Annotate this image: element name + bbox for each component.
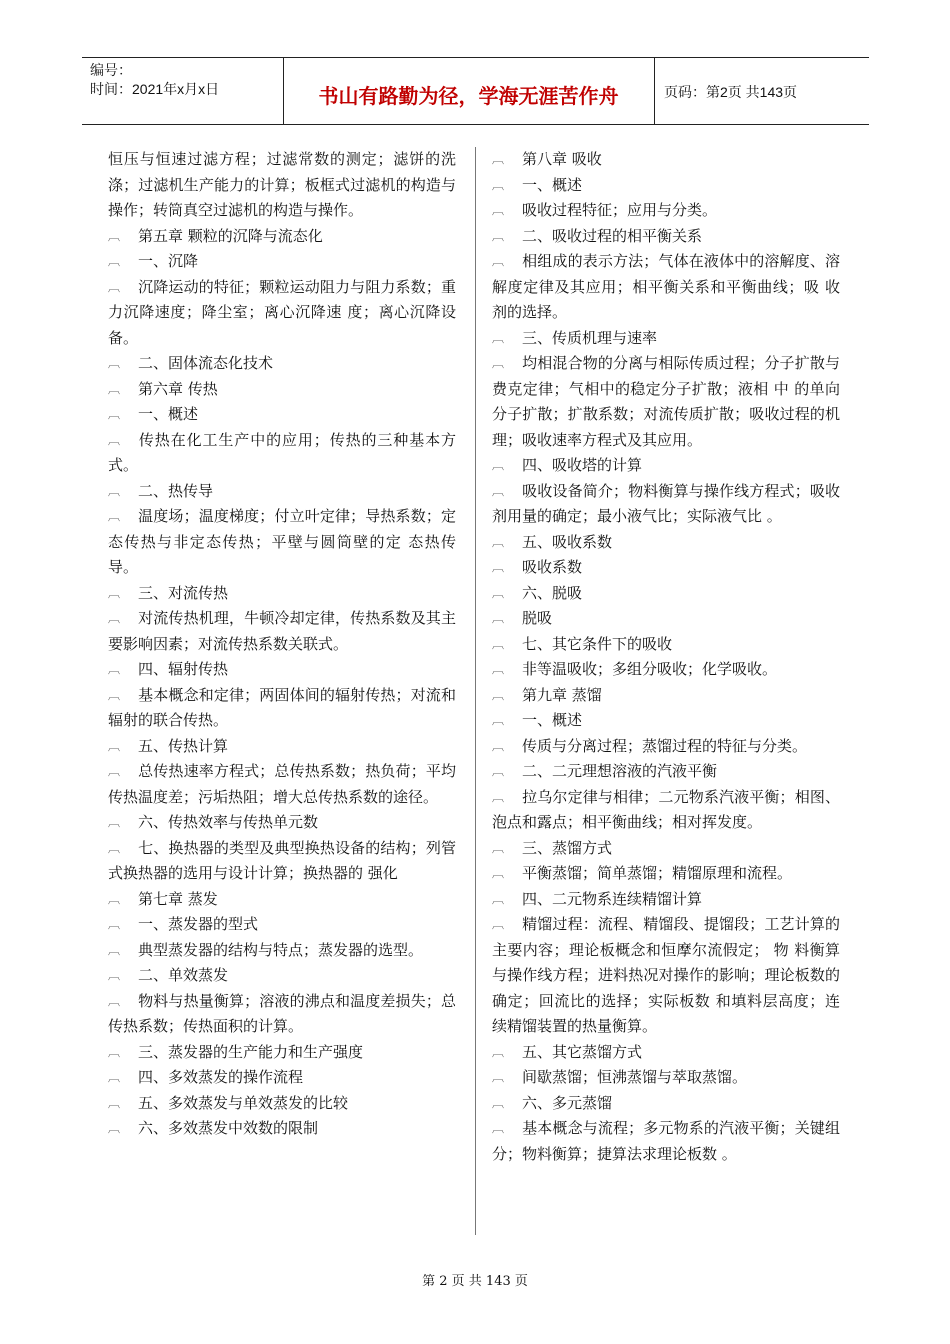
outline-entry-text: 吸收设备简介；物料衡算与操作线方程式；吸收剂用量的确定；最小液气比；实际液气比 。 (492, 481, 840, 525)
header-motto: 书山有路勤为径，学海无涯苦作舟 (318, 84, 619, 108)
outline-entry (492, 657, 840, 683)
outline-entry (492, 351, 840, 453)
outline-entry-text: 六、多元蒸馏 (522, 1093, 613, 1112)
outline-entry-text: 第六章 传热 (138, 379, 218, 398)
outline-entry (492, 147, 840, 173)
outline-entry (108, 1116, 456, 1142)
outline-entry (108, 249, 456, 275)
outline-entry (108, 275, 456, 352)
outline-entry-text: 一、沉降 (138, 252, 199, 270)
outline-entry-text: 六、多效蒸发中效数的限制 (138, 1119, 319, 1137)
list-marker-icon: ︹ (492, 177, 505, 192)
outline-entry-text: 间歇蒸馏；恒沸蒸馏与萃取蒸馏。 (522, 1068, 748, 1086)
outline-entry (108, 759, 456, 810)
outline-entry-text: 平衡蒸馏；简单蒸馏；精馏原理和流程。 (522, 864, 793, 882)
list-marker-icon: ︹ (108, 279, 121, 294)
list-marker-icon: ︹ (108, 815, 121, 829)
outline-entry (108, 1040, 456, 1066)
outline-entry-text: 精馏过程：流程、精馏段、提馏段；工艺计算的主要内容；理论板概念和恒摩尔流假定； 物 料衡算与操作线方程；进料热况对操作的影响；理论板数的确定；回流比的选择；实际板数 和填料层高度；连续精馏装置的热量衡算。 (492, 915, 840, 1035)
outline-entry (108, 963, 456, 989)
outline-entry (108, 1091, 456, 1117)
outline-entry (492, 759, 840, 785)
outline-entry (492, 249, 840, 326)
outline-entry-text: 吸收过程特征；应用与分类。 (522, 201, 718, 219)
list-marker-icon: ︹ (492, 1121, 505, 1135)
outline-entry-text: 三、蒸馏方式 (522, 838, 613, 857)
list-marker-icon: ︹ (492, 330, 505, 345)
outline-entry (492, 479, 840, 530)
list-marker-icon: ︹ (492, 228, 505, 243)
outline-entry-text: 温度场；温度梯度；付立叶定律；导热系数；定态传热与非定态传热；平壁与圆筒壁的定 态热传导。 (108, 507, 456, 576)
outline-entry-text: 五、传热计算 (138, 736, 229, 755)
outline-entry (492, 785, 840, 836)
outline-entry-text: 三、对流传热 (138, 583, 229, 602)
outline-entry (492, 606, 840, 632)
outline-entry (492, 1040, 840, 1066)
outline-entry (492, 224, 840, 250)
outline-entry-text: 六、脱吸 (522, 583, 583, 602)
list-marker-icon: ︹ (492, 458, 505, 472)
outline-entry (108, 810, 456, 836)
outline-entry (492, 1065, 840, 1091)
list-marker-icon: ︹ (492, 1070, 505, 1084)
document-code-label: 编号： (90, 62, 132, 78)
list-marker-icon: ︹ (108, 764, 121, 778)
outline-entry (108, 912, 456, 938)
list-marker-icon: ︹ (108, 509, 121, 523)
outline-entry (108, 479, 456, 505)
outline-entry-text: 沉降运动的特征；颗粒运动阻力与阻力系数；重力沉降速度；降尘室；离心沉降速 度；离心沉降设备。 (108, 277, 456, 347)
outline-entry (492, 861, 840, 887)
outline-entry-text: 七、其它条件下的吸收 (522, 634, 673, 653)
outline-entry (492, 173, 840, 199)
list-marker-icon: ︹ (492, 764, 505, 778)
outline-entry (492, 836, 840, 862)
outline-entry (492, 683, 840, 709)
outline-entry-text: 二、单效蒸发 (138, 966, 229, 984)
outline-entry-text: 相组成的表示方法；气体在液体中的溶解度、溶解度定律及其应用；相平衡关系和平衡曲线；吸 收剂的选择。 (492, 252, 840, 321)
outline-entry-text: 五、其它蒸馏方式 (522, 1042, 643, 1061)
outline-entry (108, 224, 456, 250)
outline-entry (108, 147, 456, 224)
outline-entry-text: 传质与分离过程；蒸馏过程的特征与分类。 (522, 736, 808, 755)
list-marker-icon: ︹ (108, 483, 121, 498)
list-marker-icon: ︹ (492, 560, 505, 574)
outline-entry-text: 第九章 蒸馏 (522, 685, 602, 704)
list-marker-icon: ︹ (492, 534, 505, 549)
outline-entry-text: 二、热传导 (138, 481, 214, 500)
outline-entry-text: 七、换热器的类型及典型换热设备的结构；列管式换热器的选用与设计计算；换热器的 强化 (108, 838, 456, 882)
outline-entry-text: 三、蒸发器的生产能力和生产强度 (138, 1042, 364, 1061)
list-marker-icon: ︹ (492, 152, 505, 166)
outline-entry (492, 326, 840, 352)
outline-entry-text: 一、蒸发器的型式 (138, 915, 259, 933)
list-marker-icon: ︹ (108, 1070, 121, 1084)
left-column (108, 147, 456, 1142)
outline-entry (108, 887, 456, 913)
header-page-number: 页码：第2页 共143页 (664, 84, 798, 100)
outline-entry (108, 836, 456, 887)
list-marker-icon: ︹ (492, 917, 505, 931)
header-bottom-rule (82, 124, 869, 125)
outline-entry-text: 五、吸收系数 (522, 532, 613, 551)
list-marker-icon: ︹ (492, 483, 505, 498)
list-marker-icon: ︹ (108, 432, 121, 447)
outline-entry (492, 708, 840, 734)
column-separator (475, 147, 476, 1235)
list-marker-icon: ︹ (492, 611, 505, 625)
outline-entry (108, 734, 456, 760)
outline-entry-text: 第五章 颗粒的沉降与流态化 (138, 226, 323, 245)
outline-entry (108, 581, 456, 607)
list-marker-icon: ︹ (492, 713, 505, 727)
list-marker-icon: ︹ (108, 1095, 121, 1110)
outline-entry-text: 三、传质机理与速率 (522, 328, 658, 347)
list-marker-icon: ︹ (108, 1044, 121, 1059)
outline-entry (492, 632, 840, 658)
list-marker-icon: ︹ (492, 789, 505, 804)
outline-entry (492, 453, 840, 479)
document-time-label: 时间：2021年x月x日 (90, 81, 220, 97)
outline-entry-text: 传热在化工生产中的应用；传热的三种基本方式。 (108, 430, 456, 474)
outline-entry-text: 吸收系数 (522, 558, 583, 576)
outline-entry (108, 377, 456, 403)
outline-entry (108, 938, 456, 964)
list-marker-icon: ︹ (108, 968, 121, 982)
right-column (492, 147, 840, 1167)
list-marker-icon: ︹ (108, 585, 121, 600)
outline-entry-text: 二、二元理想溶液的汽液平衡 (522, 762, 718, 780)
outline-entry-text: 一、概述 (522, 711, 583, 729)
outline-entry-text: 第七章 蒸发 (138, 889, 218, 908)
outline-entry (492, 734, 840, 760)
list-marker-icon: ︹ (492, 662, 505, 676)
outline-entry (108, 683, 456, 734)
list-marker-icon: ︹ (492, 203, 505, 217)
outline-entry-text: 物料与热量衡算；溶液的沸点和温度差损失；总传热系数；传热面积的计算。 (108, 991, 456, 1035)
header-top-rule (82, 57, 869, 58)
list-marker-icon: ︹ (492, 738, 505, 753)
outline-entry (492, 530, 840, 556)
outline-entry-text: 脱吸 (522, 609, 553, 627)
list-marker-icon: ︹ (108, 917, 121, 931)
outline-entry (492, 555, 840, 581)
outline-entry (108, 657, 456, 683)
list-marker-icon: ︹ (492, 866, 505, 880)
list-marker-icon: ︹ (108, 381, 121, 396)
list-marker-icon: ︹ (108, 993, 121, 1008)
outline-entry-text: 总传热速率方程式；总传热系数；热负荷；平均传热温度差；污垢热阻；增大总传热系数的途径。 (108, 762, 456, 806)
outline-entry-text: 非等温吸收；多组分吸收；化学吸收。 (522, 660, 778, 678)
outline-entry-text: 拉乌尔定律与相律；二元物系汽液平衡；相图、泡点和露点；相平衡曲线；相对挥发度。 (492, 787, 840, 831)
list-marker-icon: ︹ (108, 228, 121, 243)
outline-entry-text: 对流传热机理，牛顿冷却定律，传热系数及其主要影响因素；对流传热系数关联式。 (108, 609, 456, 653)
outline-entry (108, 428, 456, 479)
outline-entry-text: 五、多效蒸发与单效蒸发的比较 (138, 1093, 349, 1112)
outline-entry-text: 二、吸收过程的相平衡关系 (522, 226, 703, 245)
list-marker-icon: ︹ (492, 1095, 505, 1110)
outline-entry (492, 1116, 840, 1167)
outline-entry (492, 912, 840, 1040)
outline-entry-text: 均相混合物的分离与相际传质过程；分子扩散与费克定律；气相中的稳定分子扩散；液相 中 的单向分子扩散；扩散系数；对流传质扩散；吸收过程的机理；吸收速率方程式及其应用。 (492, 354, 840, 449)
list-marker-icon: ︹ (492, 840, 505, 855)
list-marker-icon: ︹ (108, 891, 121, 906)
outline-entry-text: 六、传热效率与传热单元数 (138, 813, 319, 831)
list-marker-icon: ︹ (492, 1044, 505, 1059)
outline-entry (108, 1065, 456, 1091)
list-marker-icon: ︹ (492, 254, 505, 268)
outline-entry-text: 一、概述 (522, 175, 583, 194)
outline-entry-text: 四、辐射传热 (138, 660, 229, 678)
outline-entry (108, 351, 456, 377)
outline-entry-text: 典型蒸发器的结构与特点；蒸发器的选型。 (138, 940, 424, 959)
outline-entry-text: 四、多效蒸发的操作流程 (138, 1068, 304, 1086)
list-marker-icon: ︹ (492, 891, 505, 906)
header-divider-2 (654, 57, 655, 124)
outline-entry-text: 恒压与恒速过滤方程；过滤常数的测定；滤饼的洗涤；过滤机生产能力的计算；板框式过滤机的构造与操作；转筒真空过滤机的构造与操作。 (108, 150, 456, 219)
outline-entry (108, 402, 456, 428)
list-marker-icon: ︹ (492, 585, 505, 600)
list-marker-icon: ︹ (108, 407, 121, 421)
outline-entry (108, 989, 456, 1040)
outline-entry (108, 606, 456, 657)
list-marker-icon: ︹ (108, 1121, 121, 1135)
list-marker-icon: ︹ (108, 687, 121, 702)
outline-entry-text: 四、吸收塔的计算 (522, 456, 643, 474)
list-marker-icon: ︹ (108, 738, 121, 753)
outline-entry (492, 1091, 840, 1117)
list-marker-icon: ︹ (492, 636, 505, 651)
list-marker-icon: ︹ (492, 356, 505, 370)
outline-entry-text: 四、二元物系连续精馏计算 (522, 889, 703, 908)
outline-entry-text: 一、概述 (138, 405, 199, 423)
outline-entry-text: 第八章 吸收 (522, 150, 602, 168)
list-marker-icon: ︹ (108, 254, 121, 268)
outline-entry (492, 887, 840, 913)
list-marker-icon: ︹ (492, 687, 505, 702)
outline-entry (108, 504, 456, 581)
list-marker-icon: ︹ (108, 611, 121, 625)
list-marker-icon: ︹ (108, 356, 121, 370)
list-marker-icon: ︹ (108, 942, 121, 957)
list-marker-icon: ︹ (108, 840, 121, 855)
outline-entry-text: 基本概念与流程；多元物系的汽液平衡；关键组分；物料衡算；捷算法求理论板数 。 (492, 1119, 840, 1163)
list-marker-icon: ︹ (108, 662, 121, 676)
outline-entry (492, 581, 840, 607)
outline-entry-text: 二、固体流态化技术 (138, 354, 274, 372)
outline-entry-text: 基本概念和定律；两固体间的辐射传热；对流和辐射的联合传热。 (108, 685, 456, 729)
page-footer: 第 2 页 共 143 页 (422, 1274, 528, 1289)
outline-entry (492, 198, 840, 224)
